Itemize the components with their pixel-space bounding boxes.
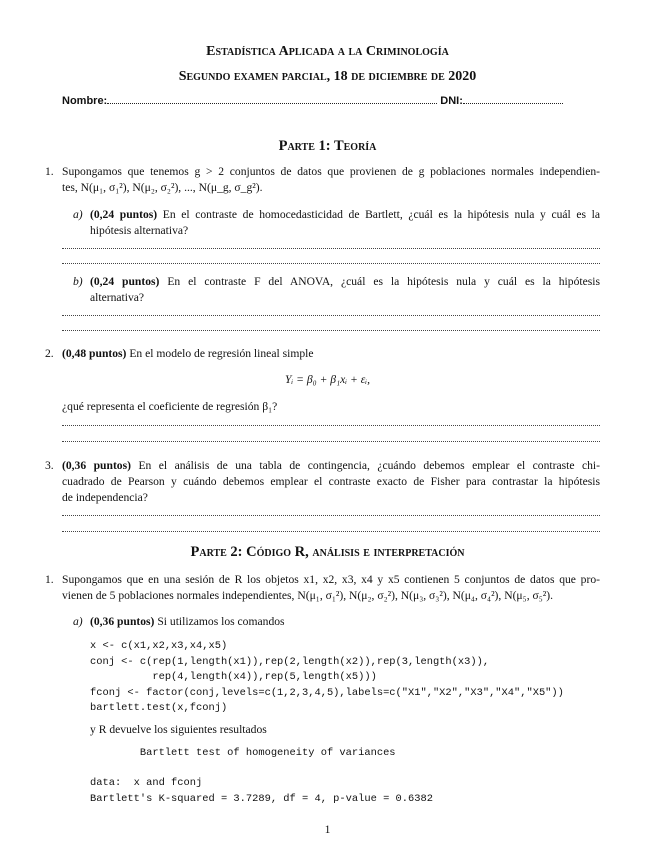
answer-line[interactable] [62,315,600,316]
p2q1-number: 1. [45,573,54,586]
exam-subtitle: Segundo examen parcial, 18 de diciembre de 2020 [178,69,477,84]
result-intro: y R devuelve los siguientes resultados [90,723,267,736]
q1a-label: a) [73,208,83,221]
r-output-line: Bartlett's K-squared = 3.7289, df = 4, p-value = 0.6382 [90,793,433,805]
part1-heading: Parte 1: Teoría [278,138,377,154]
q3-text-2: cuadrado de Pearson y cuándo debemos emplear el contraste exacto de Fisher para contrastar la hipótesis [62,475,600,488]
answer-line[interactable] [62,441,600,442]
q1a-text-2: hipótesis alternativa? [90,224,189,237]
q1b-text-2: alternativa? [90,291,145,304]
answer-line[interactable] [62,515,600,516]
answer-line[interactable] [62,248,600,249]
page-number: 1 [324,823,331,836]
answer-line[interactable] [62,531,600,532]
q2-text: (0,48 puntos) En el modelo de regresión lineal simple [62,347,314,360]
p2q1-text-2: vienen de 5 poblaciones normales independientes, N(μ₁, σ₁²), N(μ₂, σ₂²), N(μ₃, σ₃²), N(μ₄, σ₄²), N(μ₅, σ₅²). [62,589,554,602]
r-code-line: x <- c(x1,x2,x3,x4,x5) [90,640,228,652]
q3-number: 3. [45,459,54,472]
q2-question: ¿qué representa el coeficiente de regresión β₁? [62,400,278,413]
answer-line[interactable] [62,425,600,426]
q1-number: 1. [45,165,54,178]
answer-line[interactable] [62,330,600,331]
r-code-line: conj <- c(rep(1,length(x1)),rep(2,length(x2)),rep(3,length(x3)), [90,656,490,668]
q3-text-1: (0,36 puntos) En el análisis de una tabla de contingencia, ¿cuándo debemos emplear el contraste chi- [62,459,600,472]
name-label: Nombre: [62,95,108,107]
name-field [62,94,563,108]
r-code-line: fconj <- factor(conj,levels=c(1,2,3,4,5),labels=c("X1","X2","X3","X4","X5")) [90,687,564,699]
r-code-line: rep(4,length(x4)),rep(5,length(x5))) [90,671,377,683]
q1b-label: b) [73,275,83,288]
regression-formula: Yᵢ = β₀ + β₁xᵢ + εᵢ, [284,373,371,386]
part2-heading: Parte 2: Código R, análisis e interpretación [190,544,465,560]
r-code-line: bartlett.test(x,fconj) [90,702,228,714]
r-output-line: Bartlett test of homogeneity of variances [90,747,396,759]
q3-text-3: de independencia? [62,491,148,504]
p2q1-text-1: Supongamos que en una sesión de R los objetos x1, x2, x3, x4 y x5 contienen 5 conjuntos de datos que pro- [62,573,600,586]
q2-number: 2. [45,347,54,360]
p2q1a-text: (0,36 puntos) Si utilizamos los comandos [90,615,285,628]
q1-text-2: tes, N(μ₁, σ₁²), N(μ₂, σ₂²), ..., N(μ_g, σ_g²). [62,181,263,194]
q1b-text: (0,24 puntos) En el contraste F del ANOVA, ¿cuál es la hipótesis nula y cuál es la hipótesis [90,275,600,288]
q1a-text: (0,24 puntos) En el contraste de homocedasticidad de Bartlett, ¿cuál es la hipótesis nula y cuál es la [90,208,600,221]
q1-text-1: Supongamos que tenemos g > 2 conjuntos de datos que provienen de g poblaciones normales independien- [62,165,600,178]
r-output-line: data: x and fconj [90,777,203,789]
p2q1a-label: a) [73,615,83,628]
exam-title: Estadística Aplicada a la Criminología [206,44,449,59]
dni-label: DNI: [440,95,463,107]
answer-line[interactable] [62,263,600,264]
